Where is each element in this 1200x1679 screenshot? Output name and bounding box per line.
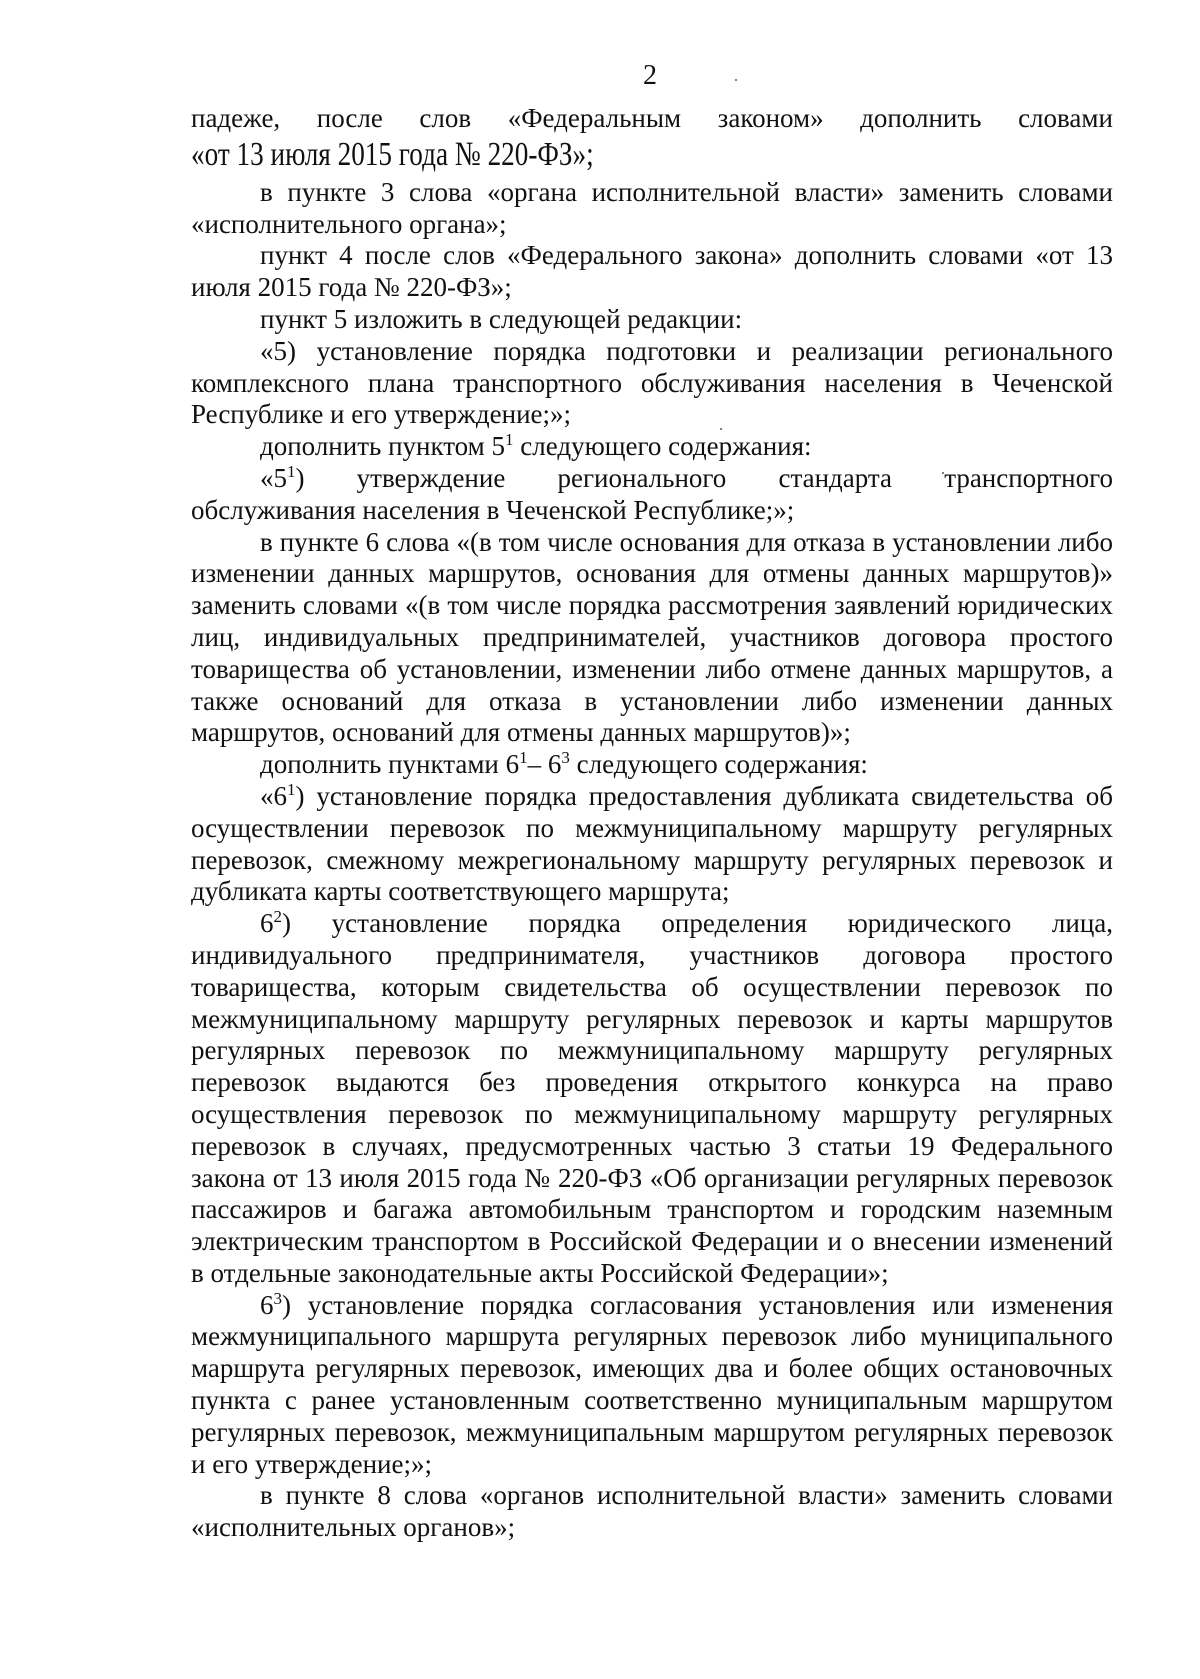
- paragraph: пункт 4 после слов «Федерального закона» дополнить словами «от 13 июля 2015 года № 220-ФЗ»;: [191, 240, 1113, 303]
- text-run: дополнить пунктом 5: [260, 431, 505, 462]
- paragraph: пункт 5 изложить в следующей редакции:: [260, 303, 743, 334]
- superscript: 2: [273, 907, 282, 927]
- paragraph: «5) установление порядка подготовки и реализации регионального комплексного плана транспортного обслуживания населения в Чеченской Республике и его утверждение;»;: [191, 335, 1113, 430]
- scan-speck: [720, 428, 722, 430]
- page-number: 2: [643, 60, 657, 91]
- superscript: 3: [561, 748, 570, 768]
- item-number: [260, 463, 305, 495]
- text-run: – 6: [527, 749, 562, 780]
- word: падеже,: [191, 103, 281, 133]
- word: регионального: [557, 462, 727, 493]
- scan-speck: [735, 79, 737, 81]
- word: законом»: [717, 103, 824, 133]
- text-run: следующего содержания:: [513, 431, 812, 462]
- word: утверждение: [356, 462, 506, 493]
- paragraph: [191, 1290, 1113, 1481]
- item-heading-line: [191, 463, 1113, 495]
- word: транспортного: [944, 462, 1113, 493]
- paragraph: [191, 908, 1113, 1290]
- text-run: «5: [260, 462, 287, 493]
- text-run: ) установление порядка согласования установления или изменения межмуниципального маршрута регулярных перевозок либо муниципального маршрута регулярных перевозок, имеющих два и более общих остановочных пункта с ранее установленным соответственно муниципальным маршрутом регулярных перевозок, межмуниципальным маршрутом регулярных перевозок и его утверждение;»;: [191, 1289, 1113, 1479]
- text-run: 6: [260, 1289, 274, 1320]
- text-run: «6: [260, 780, 287, 811]
- line-continuation: [191, 103, 1113, 135]
- law-reference: «от 13 июля 2015 года № 220-ФЗ»;: [191, 135, 594, 173]
- word: стандарта: [778, 462, 893, 493]
- text-run: дополнить пунктами 6: [260, 749, 520, 780]
- scan-speck: [942, 472, 944, 474]
- text-run: ) установление порядка предоставления дубликата свидетельства об осуществлении перевозок по межмуниципальному маршруту регулярных перевозок, смежному межрегиональному маршруту регулярных перевозок и дубликата карты соответствующего маршрута;: [191, 780, 1113, 907]
- word: слов: [419, 103, 472, 133]
- paragraph: в пункте 3 слова «органа исполнительной власти» заменить словами «исполнительного органа»;: [191, 176, 1113, 239]
- paragraph: [191, 781, 1113, 908]
- text-run: ) установление порядка определения юридического лица, индивидуального предпринимателя, участников договора простого товарищества, которым свидетельства об осуществлении перевозок по межмуниципальному маршруту регулярных перевозок и карты маршрутов регулярных перевозок по межмуниципальному маршруту регулярных перевозок выдаются без проведения открытого конкурса на право осуществления перевозок по межмуниципальному маршруту регулярных перевозок в случаях, предусмотренных частью 3 статьи 19 Федерального закона от 13 июля 2015 года № 220-ФЗ «Об организации регулярных перевозок пассажиров и багажа автомобильным транспортом и городским наземным электрическим транспортом в Российской Федерации и о внесении изменений в отдельные законодательные акты Российской Федерации»;: [191, 908, 1113, 1288]
- word: «Федеральным: [507, 103, 682, 133]
- superscript: 3: [273, 1288, 282, 1308]
- superscript: 1: [287, 779, 296, 799]
- superscript: 1: [287, 461, 296, 481]
- word: дополнить: [860, 103, 982, 133]
- paragraph: в пункте 8 слова «органов исполнительной власти» заменить словами «исполнительных органов»;: [191, 1480, 1113, 1543]
- paragraph: [191, 431, 1113, 463]
- text-run: следующего содержания:: [569, 749, 868, 780]
- word: после: [316, 103, 383, 133]
- paragraph: [191, 749, 1113, 781]
- paragraph: в пункте 6 слова «(в том числе основания для отказа в установлении либо изменении данных маршрутов, основания для отмены данных маршрутов)» заменить словами «(в том числе порядка рассмотрения заявлений юридических лиц, индивидуальных предпринимателей, участников договора простого товарищества об установлении, изменении либо отмене данных маршрутов, а также оснований для отказа в установлении либо изменении данных маршрутов, оснований для отмены данных маршрутов)»;: [191, 526, 1113, 748]
- law-reference-line: [191, 135, 1113, 177]
- superscript: 1: [519, 748, 528, 768]
- text-run: 6: [260, 908, 274, 939]
- text-run: ): [295, 462, 305, 493]
- word: словами: [1018, 103, 1113, 133]
- document-body: [191, 103, 1113, 1544]
- paragraph-continuation: обслуживания населения в Чеченской Республике;»;: [191, 494, 795, 525]
- superscript: 1: [505, 430, 514, 450]
